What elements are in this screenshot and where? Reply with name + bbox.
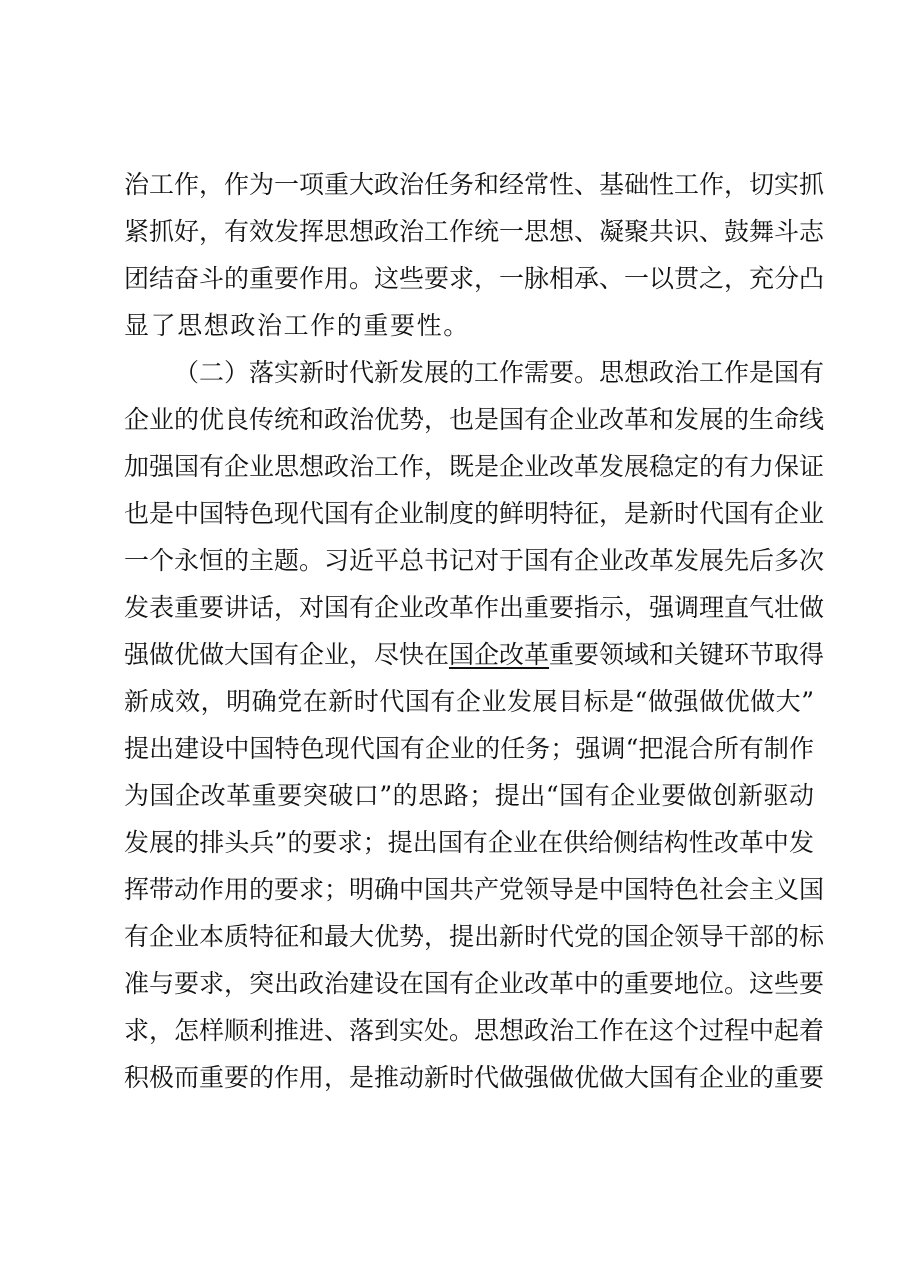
section-heading-line: （二）落实新时代新发展的工作需要。思想政治工作是国有 bbox=[174, 358, 825, 387]
text-line: 加强国有企业思想政治工作，既是企业改革发展稳定的有力保证 bbox=[124, 452, 825, 481]
text-line: 治工作，作为一项重大政治任务和经常性、基础性工作，切实抓 bbox=[124, 170, 825, 199]
text-line: 积极而重要的作用，是推动新时代做强做优做大国有企业的重要 bbox=[124, 1063, 825, 1092]
underlined-term: 国企改革 bbox=[449, 640, 550, 669]
text-line: 准与要求，突出政治建设在国有企业改革中的重要地位。这些要 bbox=[124, 969, 825, 998]
text-segment: 重要领域和关键环节取得 bbox=[549, 640, 825, 669]
text-segment: 强做优做大国有企业，尽快在 bbox=[124, 640, 450, 669]
text-line: 为国企改革重要突破口”的思路；提出“国有企业要做创新驱动 bbox=[124, 781, 814, 810]
text-line-with-underline bbox=[124, 631, 825, 678]
text-line: 挥带动作用的要求；明确中国共产党领导是中国特色社会主义国 bbox=[124, 875, 825, 904]
body-text bbox=[124, 161, 825, 1101]
text-line: 新成效，明确党在新时代国有企业发展目标是“做强做优做大” bbox=[124, 687, 814, 716]
text-line: 一个永恒的主题。习近平总书记对于国有企业改革发展先后多次 bbox=[124, 546, 825, 575]
text-line: 企业的优良传统和政治优势，也是国有企业改革和发展的生命线 bbox=[124, 405, 825, 434]
text-line: 提出建设中国特色现代国有企业的任务；强调“把混合所有制作 bbox=[124, 734, 814, 763]
text-line: 也是中国特色现代国有企业制度的鲜明特征，是新时代国有企业 bbox=[124, 499, 825, 528]
text-line: 有企业本质特征和最大优势，提出新时代党的国企领导干部的标 bbox=[124, 922, 825, 951]
text-line: 紧抓好，有效发挥思想政治工作统一思想、凝聚共识、鼓舞斗志 bbox=[124, 217, 825, 246]
text-line: 发展的排头兵”的要求；提出国有企业在供给侧结构性改革中发 bbox=[124, 828, 814, 857]
text-line: 团结奋斗的重要作用。这些要求，一脉相承、一以贯之，充分凸 bbox=[124, 264, 825, 293]
text-line: 求，怎样顺利推进、落到实处。思想政治工作在这个过程中起着 bbox=[124, 1016, 825, 1045]
text-line: 发表重要讲话，对国有企业改革作出重要指示，强调理直气壮做 bbox=[124, 593, 825, 622]
text-line: 显了思想政治工作的重要性。 bbox=[124, 311, 470, 340]
